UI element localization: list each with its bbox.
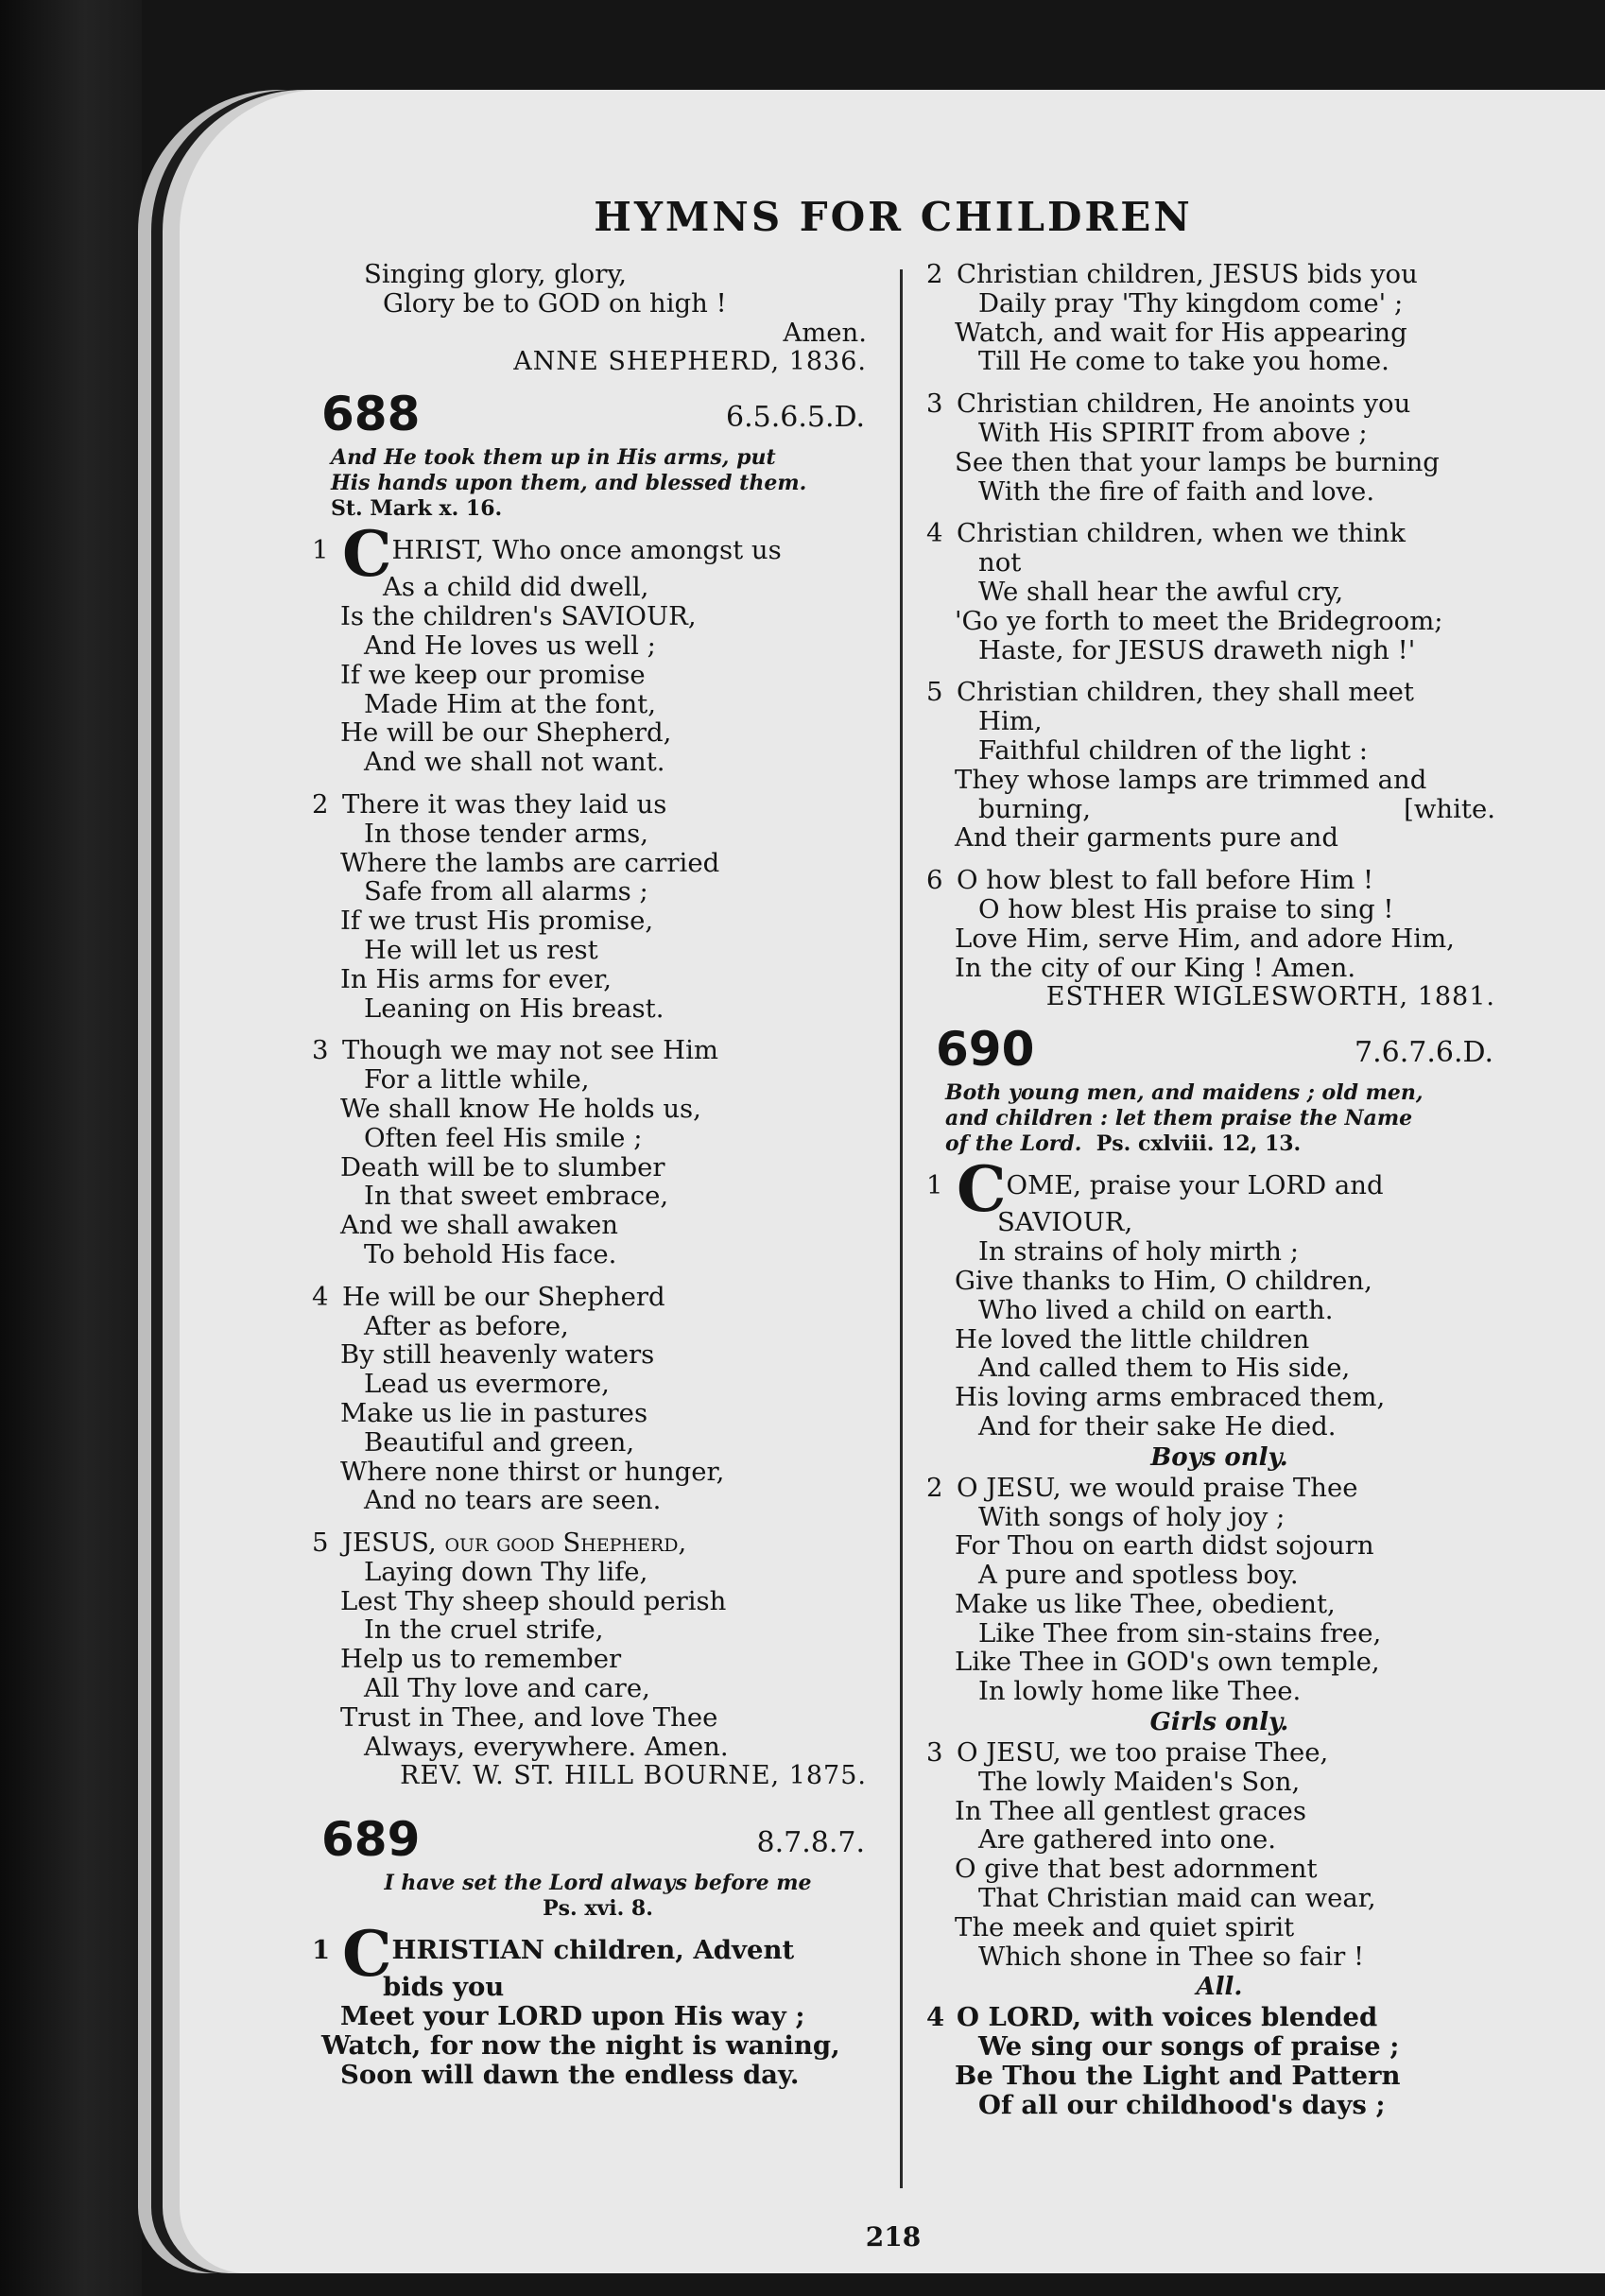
section-label-all: All. (1196, 1973, 1243, 2002)
drop-cap: C (342, 517, 392, 592)
verse-line: His loving arms embraced them, (955, 1382, 1386, 1413)
verse-line: Of all our childhood's days ; (978, 2089, 1386, 2120)
hymn-meter: 7.6.7.6.D. (1354, 1036, 1493, 1070)
verse-line: If we keep our promise (340, 659, 646, 690)
verse-line: In those tender arms, (364, 818, 649, 849)
epigraph-reference: Ps. cxlviii. 12, 13. (1096, 1131, 1302, 1157)
epigraph-line: I have set the Lord always before me (384, 1871, 812, 1896)
hymn-heading-688 (312, 387, 884, 445)
verse-text: Christian children, He anoints you (957, 388, 1411, 420)
verse-line: In strains of holy mirth ; (978, 1236, 1299, 1268)
verse-text: Christian children, when we think (957, 518, 1406, 549)
verse-line: Like Thee from sin-stains free, (978, 1617, 1382, 1649)
right-column (926, 260, 1512, 2120)
verse-line: Haste, for JESUS draweth nigh !' (978, 634, 1416, 665)
verse-line: In His arms for ever, (340, 963, 612, 994)
drop-cap: C (957, 1152, 1007, 1227)
verse-line: In the cruel strife, (364, 1614, 604, 1646)
verse-line: For Thou on earth didst sojourn (955, 1530, 1374, 1562)
verse-text: Though we may not see Him (342, 1035, 718, 1066)
verse-line: And their garments pure and (955, 822, 1338, 854)
verse-line: bids you (383, 1972, 505, 2003)
hymn-number: 690 (936, 1022, 1035, 1078)
verse-line: See then that your lamps be burning (955, 446, 1440, 477)
verse-number: 1 (926, 1170, 943, 1201)
verse-number: 3 (926, 388, 943, 420)
verse-line: Him, (978, 706, 1043, 737)
verse-line: For a little while, (364, 1064, 590, 1096)
verse-line: Make us lie in pastures (340, 1397, 648, 1428)
verse-line: The meek and quiet spirit (955, 1911, 1295, 1942)
verse-line: Lest Thy sheep should perish (340, 1585, 727, 1616)
verse-text: Christian children, JESUS bids you (957, 259, 1418, 289)
verse-line: Till He come to take you home. (978, 346, 1389, 377)
verse-line: Where none thirst or hunger, (340, 1456, 725, 1487)
verse-line: With His SPIRIT from above ; (978, 417, 1368, 448)
verse-text: O JESU, we would praise Thee (957, 1472, 1358, 1503)
verse-line (312, 790, 884, 820)
verse-line: In lowly home like Thee. (978, 1676, 1302, 1707)
verse-line: Watch, for now the night is waning, (321, 2030, 840, 2062)
verse-text: HRISTIAN children, Advent (391, 1935, 795, 1966)
verse-line: not (978, 547, 1022, 578)
verse-line: Lead us evermore, (364, 1369, 610, 1400)
verse-line (926, 389, 1512, 419)
verse-line (312, 1036, 884, 1065)
verse-line: After as before, (364, 1310, 569, 1341)
verse-line: Glory be to GOD on high ! (383, 287, 727, 319)
verse-line: He will be our Shepherd, (340, 717, 672, 749)
book-page (180, 90, 1605, 2273)
page-number: 218 (865, 2221, 922, 2253)
scan-background (0, 0, 142, 2296)
verse-line: Amen. (783, 317, 867, 348)
verse-line: Safe from all alarms ; (364, 876, 648, 907)
left-column (312, 260, 884, 2090)
verse-line: Be Thou the Light and Pattern (955, 2061, 1401, 2092)
verse-line: And for their sake He died. (978, 1410, 1337, 1441)
verse-line (926, 260, 1512, 289)
section-label-girls: Girls only. (1149, 1708, 1289, 1737)
hymn-author: REV. W. ST. HILL BOURNE, 1875. (400, 1761, 867, 1791)
verse-line (926, 519, 1512, 548)
verse-number: 3 (312, 1035, 329, 1066)
hymn-author: ESTHER WIGLESWORTH, 1881. (1045, 982, 1495, 1012)
verse-number: 1 (312, 535, 329, 566)
verse-line (926, 678, 1512, 707)
verse-line: SAVIOUR, (997, 1207, 1133, 1238)
verse-line (926, 795, 1512, 824)
verse-line: And no tears are seen. (364, 1485, 662, 1516)
verse-line: Faithful children of the light : (978, 734, 1368, 766)
section-label-boys: Boys only. (1150, 1442, 1288, 1472)
column-divider (900, 269, 903, 2188)
verse-line: A pure and spotless boy. (978, 1560, 1299, 1591)
verse-number: 2 (312, 788, 329, 820)
hymn-heading-689 (312, 1812, 884, 1871)
verse-line: Trust in Thee, and love Thee (340, 1701, 718, 1733)
verse-line: Meet your LORD upon His way ; (340, 2001, 805, 2032)
verse-text: O LORD, with voices blended (957, 2002, 1378, 2033)
verse-line (312, 1528, 884, 1558)
verse-text: He will be our Shepherd (342, 1281, 665, 1312)
hymn-meter: 8.7.8.7. (756, 1826, 865, 1860)
verse-text: O JESU, we too praise Thee, (957, 1737, 1329, 1769)
verse-line: Laying down Thy life, (364, 1556, 648, 1587)
verse-number: 6 (926, 865, 943, 896)
verse-line: He loved the little children (955, 1323, 1310, 1355)
verse-text: HRIST, Who once amongst us (391, 535, 782, 566)
verse-text: JESUS, our good Shepherd, (342, 1528, 687, 1559)
verse-line: Daily pray 'Thy kingdom come' ; (978, 287, 1404, 319)
verse-line: By still heavenly waters (340, 1339, 655, 1371)
verse-line: In Thee all gentlest graces (955, 1795, 1306, 1826)
verse-line: Who lived a child on earth. (978, 1294, 1334, 1325)
verse-line: He will let us rest (364, 934, 598, 965)
verse-line: Often feel His smile ; (364, 1122, 643, 1153)
verse-line (926, 866, 1512, 895)
verse-number: 5 (926, 677, 943, 708)
verse-line: O give that best adornment (955, 1854, 1318, 1885)
verse-number: 3 (926, 1737, 943, 1769)
verse-line: 'Go ye forth to meet the Bridegroom; (955, 605, 1443, 636)
verse-text: OME, praise your LORD and (1006, 1170, 1384, 1201)
verse-number: 2 (926, 1472, 943, 1503)
hymn-heading-690 (926, 1022, 1512, 1080)
hymn-number: 689 (321, 1812, 421, 1868)
verse-line (312, 1283, 884, 1312)
verse-number: 4 (312, 1281, 329, 1312)
verse-line: Death will be to slumber (340, 1151, 665, 1183)
hymn-number: 688 (321, 387, 421, 442)
verse-line: That Christian maid can wear, (978, 1883, 1376, 1914)
verse-number: 5 (312, 1528, 329, 1559)
verse-line: Where the lambs are carried (340, 847, 720, 878)
verse-line: To behold His face. (364, 1238, 617, 1269)
verse-line: Which shone in Thee so fair ! (978, 1941, 1365, 1972)
verse-line: We shall know He holds us, (340, 1093, 701, 1124)
verse-line: Is the children's SAVIOUR, (340, 601, 697, 632)
verse-line: O how blest His praise to sing ! (978, 893, 1394, 924)
verse-line: Love Him, serve Him, and adore Him, (955, 923, 1455, 954)
verse-line: They whose lamps are trimmed and (955, 764, 1427, 795)
verse-line: The lowly Maiden's Son, (978, 1766, 1301, 1797)
verse-line: Soon will dawn the endless day. (340, 2059, 800, 2090)
epigraph-line: Both young men, and maidens ; old men, (945, 1080, 1424, 1106)
verse-line: In that sweet embrace, (364, 1181, 669, 1212)
verse-line: And we shall not want. (364, 747, 665, 778)
verse-number: 4 (926, 518, 943, 549)
verse-line: And we shall awaken (340, 1210, 619, 1241)
verse-line: Give thanks to Him, O children, (955, 1265, 1372, 1296)
verse-line: Leaning on His breast. (364, 993, 664, 1024)
verse-line (926, 1738, 1512, 1768)
verse-line (926, 2003, 1512, 2032)
epigraph-line (926, 1131, 1512, 1157)
verse-number: 4 (926, 2002, 945, 2033)
verse-line: All Thy love and care, (364, 1673, 650, 1704)
verse-line: With the fire of faith and love. (978, 475, 1375, 507)
verse-number: 1 (312, 1935, 331, 1966)
epigraph-line: His hands upon them, and blessed them. (331, 471, 807, 496)
verse-line: We shall hear the awful cry, (978, 576, 1344, 607)
verse-line: And He loves us well ; (364, 630, 656, 661)
epigraph-line: and children : let them praise the Name (945, 1106, 1413, 1131)
verse-line: Made Him at the font, (364, 688, 656, 719)
verse-text: O how blest to fall before Him ! (957, 865, 1374, 896)
verse-text: There it was they laid us (342, 788, 667, 820)
verse-line: Singing glory, glory, (364, 259, 627, 289)
verse-line: As a child did dwell, (383, 572, 649, 603)
epigraph-reference: St. Mark x. 16. (331, 496, 503, 522)
verse-line: With songs of holy joy ; (978, 1501, 1286, 1532)
verse-line: And called them to His side, (978, 1353, 1351, 1384)
verse-line: Make us like Thee, obedient, (955, 1588, 1336, 1619)
epigraph-reference: Ps. xvi. 8. (543, 1896, 653, 1922)
verse-line: Beautiful and green, (364, 1426, 635, 1458)
verse-number: 2 (926, 259, 943, 289)
verse-line: Help us to remember (340, 1644, 622, 1675)
verse-text: Christian children, they shall meet (957, 677, 1414, 708)
epigraph-text: of the Lord. (945, 1131, 1082, 1157)
verse-line: If we trust His promise, (340, 906, 654, 937)
verse-line: Are gathered into one. (978, 1824, 1276, 1856)
verse-text: burning, (978, 793, 1092, 824)
hymn-meter: 6.5.6.5.D. (725, 401, 865, 435)
page-header: HYMNS FOR CHILDREN (594, 194, 1193, 240)
verse-line: Like Thee in GOD's own temple, (955, 1647, 1380, 1678)
hymn-author: ANNE SHEPHERD, 1836. (513, 347, 867, 377)
verse-line: Always, everywhere. Amen. (364, 1731, 729, 1762)
verse-line: Watch, and wait for His appearing (955, 317, 1407, 348)
verse-line: In the city of our King ! Amen. (955, 952, 1356, 983)
verse-line: We sing our songs of praise ; (978, 2031, 1400, 2063)
epigraph-line: And He took them up in His arms, put (331, 445, 776, 471)
drop-cap: C (342, 1917, 392, 1992)
verse-text: [white. (1404, 793, 1495, 824)
verse-line (926, 1474, 1512, 1503)
